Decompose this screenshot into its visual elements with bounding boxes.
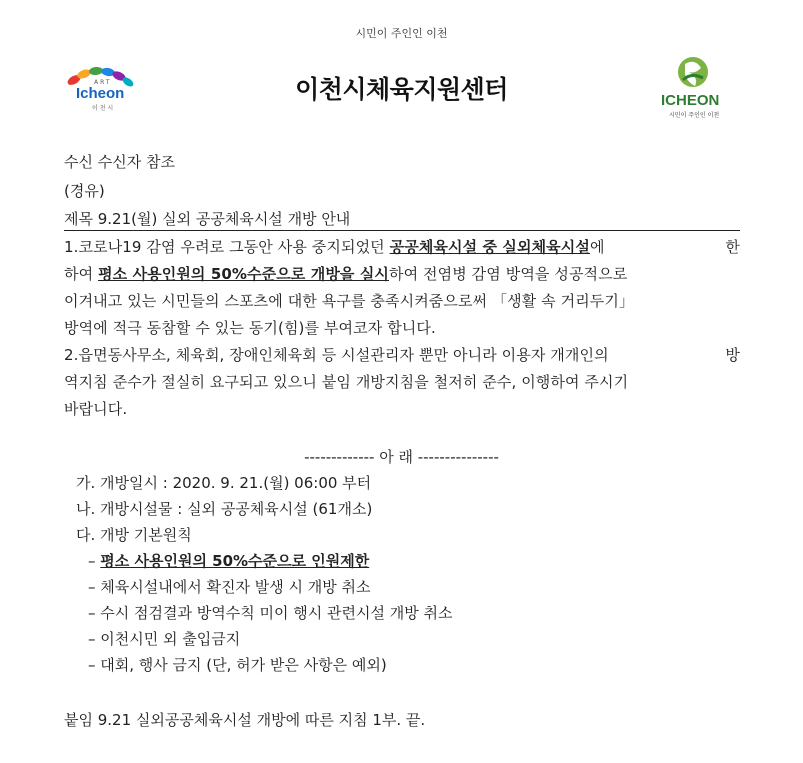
rule-item bbox=[88, 654, 387, 675]
rule-text: 체육시설내에서 확진자 발생 시 개방 취소 bbox=[100, 578, 371, 596]
paragraph-1-line-2 bbox=[64, 261, 740, 288]
p2-l1-text: 2.읍면동사무소, 체육회, 장애인체육회 등 시설관리자 뿐만 아니라 이용자 개개인의 bbox=[64, 346, 609, 364]
ar-heading: ------------- 아 래 --------------- bbox=[304, 448, 499, 466]
logo-left-art: ART bbox=[94, 79, 112, 86]
p1-l2-text: 하여 bbox=[64, 265, 99, 283]
p2-l1-end: 방 bbox=[725, 346, 740, 364]
rule-dash: – bbox=[88, 604, 101, 622]
paragraph-1 bbox=[64, 234, 740, 342]
icheon-city-logo bbox=[655, 52, 735, 122]
rule-item bbox=[88, 576, 370, 597]
via-line: (경유) bbox=[64, 182, 105, 200]
rule-dash: – bbox=[88, 656, 101, 674]
p1-l2-emphasis: 평소 사용인원의 50%수준으로 개방을 실시 bbox=[98, 265, 389, 283]
p1-l2-tail: 하여 전염병 감염 방역을 성공적으로 bbox=[389, 265, 628, 283]
recipient-line: 수신 수신자 참조 bbox=[64, 153, 175, 171]
item-na: 나. 개방시설물 : 실외 공공체육시설 (61개소) bbox=[76, 500, 373, 518]
rule-item bbox=[88, 602, 452, 623]
rule-text: 수시 점검결과 방역수칙 미이 행시 관련시설 개방 취소 bbox=[100, 604, 453, 622]
subject-line: 제목 9.21(월) 실외 공공체육시설 개방 안내 bbox=[64, 210, 351, 228]
attachment-line: 붙임 9.21 실외공공체육시설 개방에 따른 지침 1부. 끝. bbox=[64, 711, 426, 729]
rule-text: 평소 사용인원의 50%수준으로 인원제한 bbox=[100, 552, 370, 570]
logo-left-sub: 이 천 시 bbox=[92, 105, 114, 112]
rule-item bbox=[88, 628, 240, 649]
p1-l1-end: 한 bbox=[725, 238, 740, 256]
paragraph-1-line-4: 방역에 적극 동참할 수 있는 동기(힘)를 부여코자 합니다. bbox=[64, 319, 436, 337]
rule-dash: – bbox=[88, 578, 101, 596]
paragraph-1-line-3: 이겨내고 있는 시민들의 스포츠에 대한 욕구를 충족시켜줌으로써 「생활 속 거리두기」 bbox=[64, 292, 635, 310]
paragraph-2-line-2: 역지침 준수가 절실히 요구되고 있으니 붙임 개방지침을 철저히 준수, 이행하여 주시기 bbox=[64, 373, 629, 391]
rule-dash: – bbox=[88, 552, 101, 570]
rule-item bbox=[88, 550, 369, 571]
paragraph-1-line-1 bbox=[64, 234, 740, 261]
item-ga: 가. 개방일시 : 2020. 9. 21.(월) 06:00 부터 bbox=[76, 474, 372, 492]
logo-right-word: ICHEON bbox=[661, 92, 720, 109]
p1-l1-tail: 에 bbox=[589, 238, 605, 256]
rule-text: 이천시민 외 출입금지 bbox=[100, 630, 241, 648]
item-da: 다. 개방 기본원칙 bbox=[76, 526, 192, 544]
rule-text: 대회, 행사 금지 (단, 허가 받은 사항은 예외) bbox=[100, 656, 387, 674]
paragraph-2-line-3: 바랍니다. bbox=[64, 400, 128, 418]
p1-l1-text: 1.코로나19 감염 우려로 그동안 사용 중지되었던 bbox=[64, 238, 390, 256]
slogan: 시민이 주인인 이천 bbox=[355, 27, 448, 40]
paragraph-2 bbox=[64, 342, 740, 423]
page-title: 이천시체육지원센터 bbox=[295, 75, 508, 104]
paragraph-2-line-1 bbox=[64, 342, 740, 369]
logo-right-sub: 시민이 주인인 이천 bbox=[669, 112, 720, 119]
logo-left-word: Icheon bbox=[76, 85, 125, 102]
subject-divider bbox=[64, 230, 740, 231]
p1-l1-emphasis: 공공체육시설 중 실외체육시설 bbox=[389, 238, 590, 256]
rule-dash: – bbox=[88, 630, 101, 648]
